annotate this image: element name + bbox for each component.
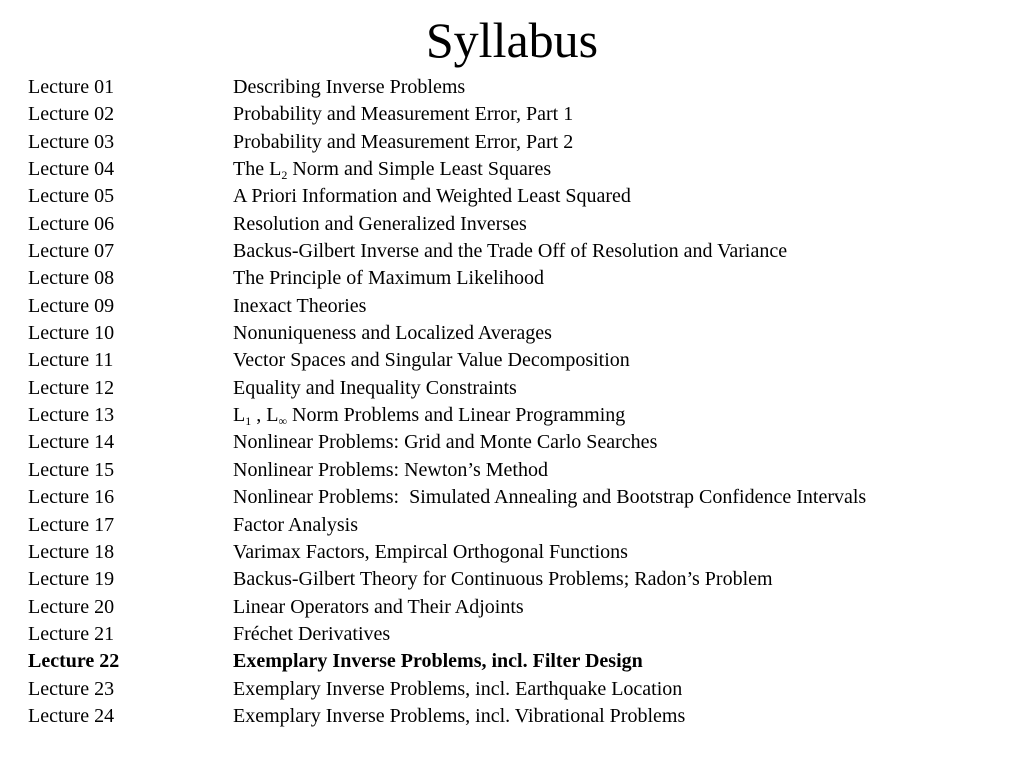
lecture-row	[28, 402, 1008, 429]
lecture-topic	[233, 156, 551, 183]
lecture-row-current	[28, 648, 1008, 675]
lecture-list	[28, 74, 1008, 730]
lecture-number: Lecture 04	[28, 158, 115, 181]
lecture-topic: The Principle of Maximum Likelihood	[233, 267, 545, 290]
lecture-row	[28, 129, 1008, 156]
lecture-topic: Resolution and Generalized Inverses	[233, 212, 527, 235]
lecture-row	[28, 621, 1008, 648]
lecture-topic: Nonlinear Problems: Grid and Monte Carlo Searches	[233, 431, 658, 454]
topic-text: The L	[233, 158, 282, 181]
lecture-topic: Fréchet Derivatives	[233, 622, 391, 645]
lecture-number: Lecture 22	[28, 650, 120, 673]
lecture-topic: Describing Inverse Problems	[233, 76, 466, 98]
lecture-topic: Backus-Gilbert Theory for Continuous Problems; Radon’s Problem	[233, 568, 773, 591]
lecture-row	[28, 703, 1008, 730]
lecture-number: Lecture 16	[28, 486, 115, 509]
lecture-topic: Nonlinear Problems: Simulated Annealing and Bootstrap Confidence Intervals	[233, 486, 867, 509]
lecture-number: Lecture 06	[28, 212, 115, 235]
lecture-topic: Nonlinear Problems: Newton’s Method	[233, 458, 548, 481]
subscript: 2	[281, 168, 288, 183]
lecture-row	[28, 293, 1008, 320]
lecture-row	[28, 101, 1008, 128]
lecture-row	[28, 457, 1008, 484]
lecture-topic: Factor Analysis	[233, 513, 358, 536]
lecture-row	[28, 211, 1008, 238]
topic-text: , L	[251, 404, 279, 427]
lecture-number: Lecture 20	[28, 595, 115, 618]
lecture-number: Lecture 11	[28, 349, 114, 372]
lecture-number: Lecture 24	[28, 704, 115, 727]
lecture-number: Lecture 17	[28, 513, 115, 536]
lecture-row	[28, 429, 1008, 456]
lecture-number: Lecture 07	[28, 240, 115, 263]
lecture-number: Lecture 23	[28, 677, 115, 700]
lecture-row	[28, 265, 1008, 292]
lecture-number: Lecture 13	[28, 404, 115, 427]
lecture-number: Lecture 18	[28, 540, 115, 563]
lecture-row	[28, 74, 1008, 101]
lecture-number: Lecture 10	[28, 322, 115, 345]
lecture-row	[28, 594, 1008, 621]
lecture-topic: Equality and Inequality Constraints	[233, 376, 517, 399]
lecture-topic: Probability and Measurement Error, Part 2	[233, 130, 574, 153]
lecture-number: Lecture 12	[28, 376, 115, 399]
lecture-topic: Nonuniqueness and Localized Averages	[233, 322, 552, 345]
topic-text: L	[233, 404, 246, 427]
lecture-topic: Inexact Theories	[233, 294, 367, 317]
lecture-number: Lecture 14	[28, 431, 115, 454]
lecture-row	[28, 183, 1008, 210]
lecture-row	[28, 238, 1008, 265]
lecture-topic: Linear Operators and Their Adjoints	[233, 595, 524, 618]
lecture-row	[28, 320, 1008, 347]
lecture-row	[28, 375, 1008, 402]
lecture-number: Lecture 01	[28, 76, 115, 98]
lecture-topic: Exemplary Inverse Problems, incl. Filter Design	[233, 650, 643, 673]
lecture-topic: Backus-Gilbert Inverse and the Trade Off of Resolution and Variance	[233, 240, 788, 263]
lecture-row	[28, 566, 1008, 593]
lecture-row	[28, 484, 1008, 511]
lecture-number: Lecture 09	[28, 294, 115, 317]
lecture-row	[28, 676, 1008, 703]
lecture-topic: Varimax Factors, Empircal Orthogonal Functions	[233, 540, 628, 563]
topic-text: Norm and Simple Least Squares	[287, 158, 552, 181]
lecture-number: Lecture 19	[28, 568, 115, 591]
subscript: 1	[245, 414, 252, 429]
lecture-number: Lecture 03	[28, 130, 115, 153]
lecture-topic: Exemplary Inverse Problems, incl. Vibrational Problems	[233, 704, 686, 727]
lecture-topic: Vector Spaces and Singular Value Decomposition	[233, 349, 630, 372]
page-title: Syllabus	[425, 12, 599, 68]
lecture-row	[28, 347, 1008, 374]
lecture-number: Lecture 02	[28, 103, 115, 126]
lecture-topic: A Priori Information and Weighted Least Squared	[233, 185, 631, 208]
lecture-number: Lecture 05	[28, 185, 115, 208]
lecture-row	[28, 512, 1008, 539]
lecture-number: Lecture 21	[28, 622, 115, 645]
lecture-number: Lecture 15	[28, 458, 115, 481]
lecture-row	[28, 156, 1008, 183]
lecture-number: Lecture 08	[28, 267, 115, 290]
lecture-topic	[233, 402, 625, 429]
topic-text: Norm Problems and Linear Programming	[287, 404, 626, 427]
lecture-row	[28, 539, 1008, 566]
lecture-topic: Probability and Measurement Error, Part 1	[233, 103, 574, 126]
subscript: ∞	[278, 414, 287, 429]
lecture-topic: Exemplary Inverse Problems, incl. Earthquake Location	[233, 677, 683, 700]
